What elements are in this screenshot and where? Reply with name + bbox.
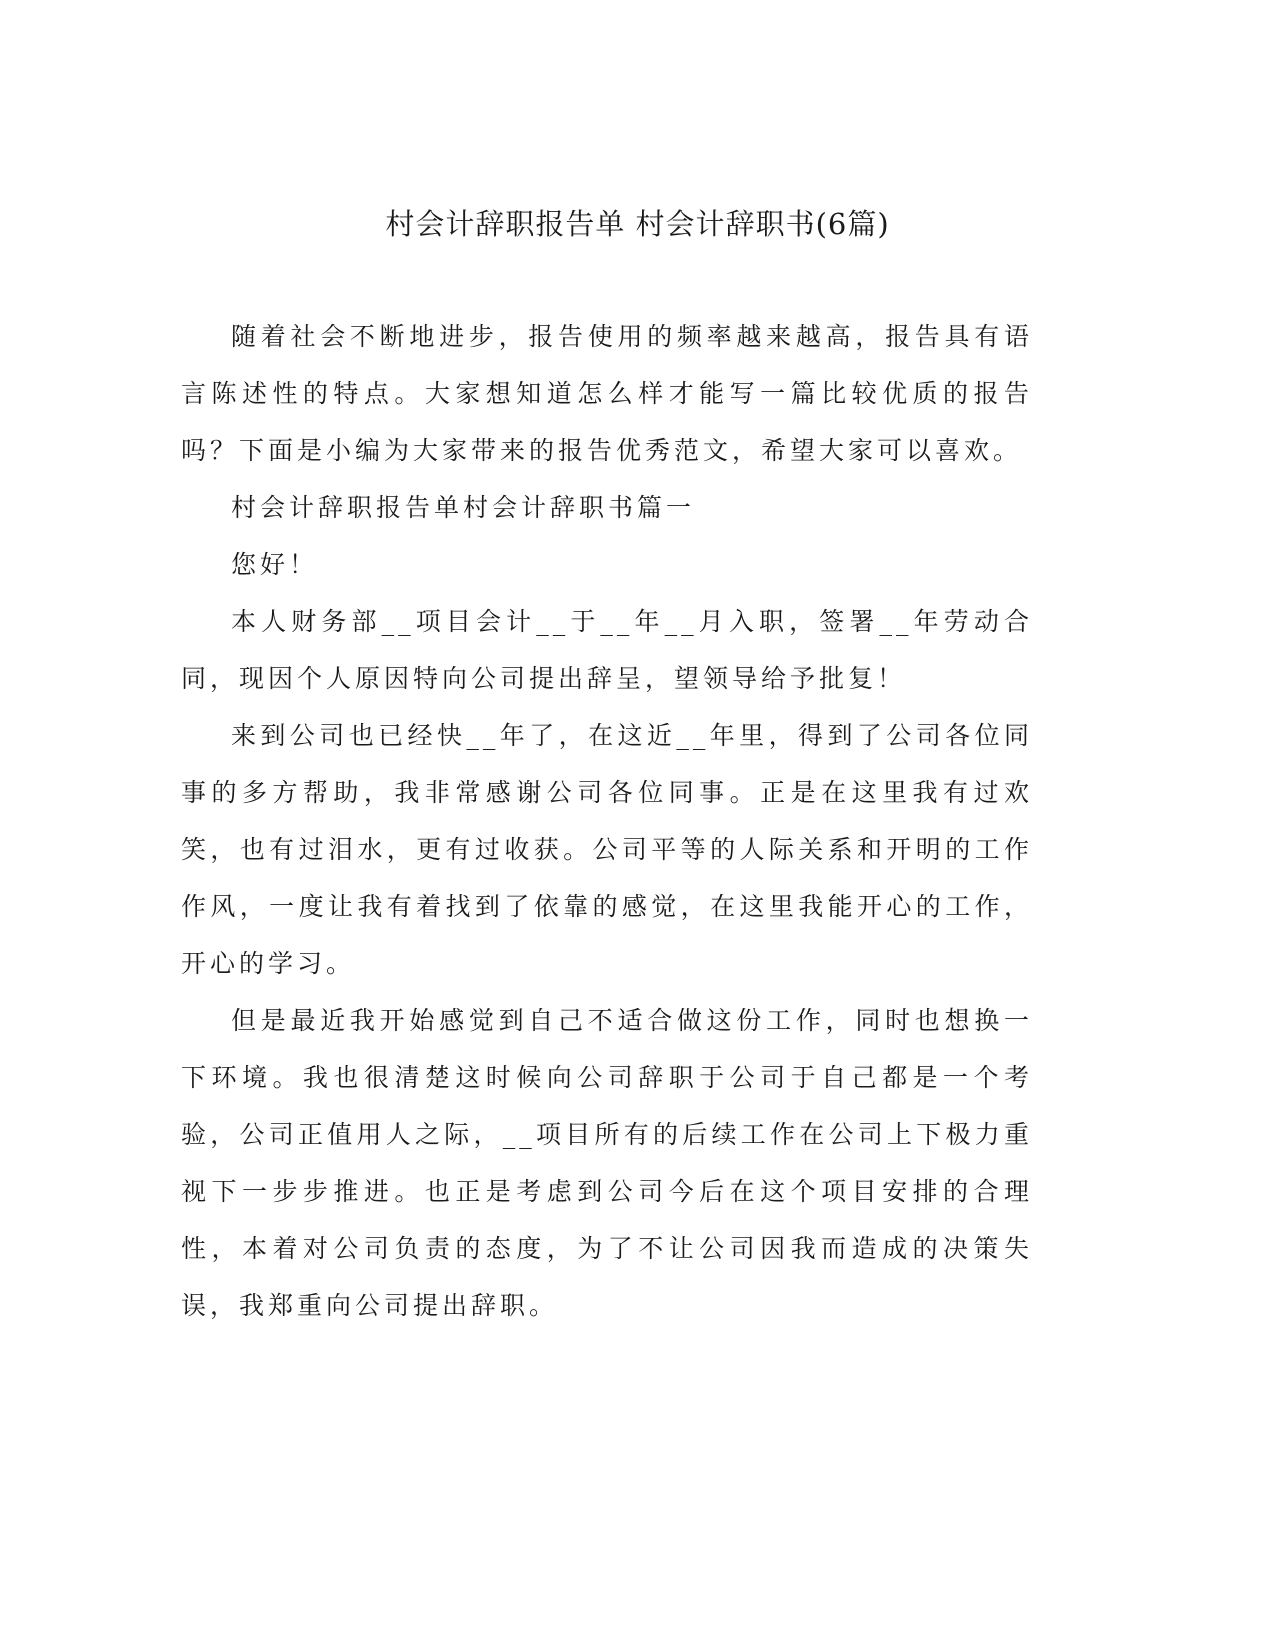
greeting: 您好！ bbox=[231, 550, 319, 579]
body-paragraph: 但是最近我开始感觉到自己不适合做这份工作，同时也想换一下环境。我也很清楚这时候向公司辞职于公司于自己都是一个考验，公司正值用人之际，__项目所有的后续工作在公司上下极力重视下一步步推进。也正是考虑到公司今后在这个项目安排的合理性，本着对公司负责的态度，为了不让公司因我而造成的决策失误，我郑重向公司提出辞职。 bbox=[181, 1006, 1033, 1320]
document-title: 村会计辞职报告单 村会计辞职书(6篇) bbox=[385, 207, 890, 241]
intro-paragraph: 随着社会不断地进步，报告使用的频率越来越高，报告具有语言陈述性的特点。大家想知道怎么样才能写一篇比较优质的报告吗？下面是小编为大家带来的报告优秀范文，希望大家可以喜欢。 bbox=[181, 322, 1033, 465]
body-paragraph: 本人财务部__项目会计__于__年__月入职，签署__年劳动合同，现因个人原因特向公司提出辞呈，望领导给予批复！ bbox=[181, 607, 1033, 693]
section-heading: 村会计辞职报告单村会计辞职书篇一 bbox=[231, 493, 696, 522]
document-body bbox=[181, 308, 1033, 1334]
body-paragraph: 来到公司也已经快__年了，在这近__年里，得到了公司各位同事的多方帮助，我非常感谢公司各位同事。正是在这里我有过欢笑，也有过泪水，更有过收获。公司平等的人际关系和开明的工作作风，一度让我有着找到了依靠的感觉，在这里我能开心的工作，开心的学习。 bbox=[181, 721, 1033, 978]
